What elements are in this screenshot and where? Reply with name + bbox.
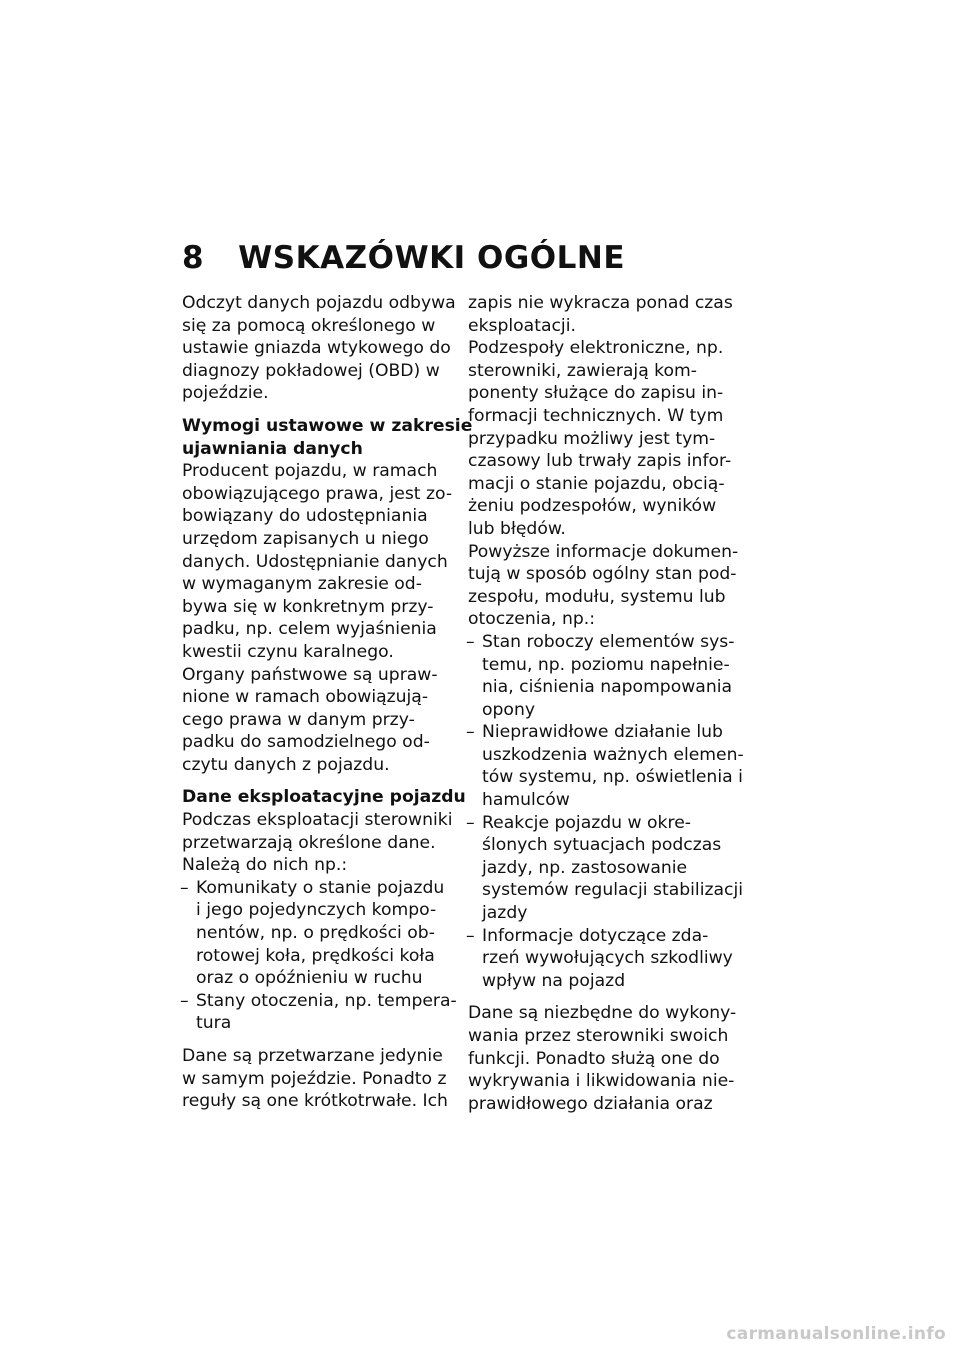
paragraph-gap [182,405,454,415]
text-line: Należą do nich np.: [182,855,348,876]
list-dash: – [466,631,475,652]
list-item-continuation: opony [482,699,536,720]
text-line: padku do samodzielnego od- [182,732,430,753]
text-line: wania przez sterowniki swoich [468,1026,729,1046]
text-line: Dane są przetwarzane jedynie [182,1046,443,1066]
text-line: eksploatacji. [468,315,576,336]
list-item-continuation: i jego pojedynczych kompo- [196,900,437,921]
list-item-continuation: ślonych sytuacjach podczas [482,835,722,856]
text-line: żeniu podzespołów, wyników [468,496,717,517]
list-item [468,631,740,654]
list-item [468,812,740,835]
list-item-continuation: tura [196,1013,232,1034]
text-line: obowiązującego prawa, jest zo- [182,483,453,504]
text-line: Odczyt danych pojazdu odbywa [182,293,456,313]
section-title: WSKAZÓWKI OGÓLNE [238,240,626,276]
text-line: prawidłowego działania oraz [468,1093,713,1114]
list-item-text: Informacje dotyczące zda- [482,925,709,946]
text-line: Podzespoły elektroniczne, np. [468,338,724,359]
text-line: wykrywania i likwidowania nie- [468,1071,735,1092]
text-line: reguły są one krótkotrwałe. Ich [182,1091,448,1112]
text-line: otoczenia, np.: [468,609,596,630]
list-item-text: Nieprawidłowe działanie lub [482,722,723,743]
right-column [466,292,744,1115]
list-item-continuation: temu, np. poziomu napełnie- [482,654,730,675]
list-dash: – [466,925,475,946]
text-line: ponenty służące do zapisu in- [468,383,724,404]
text-line: kwestii czynu karalnego. [182,641,394,662]
paragraph-gap [468,992,740,1002]
text-line: Dane są niezbędne do wykony- [468,1003,737,1024]
list-item-continuation: nia, ciśnienia napompowania [482,677,733,698]
list-item-continuation: hamulców [482,790,570,811]
list-item [182,877,454,900]
text-line: cego prawa w danym przy- [182,709,415,730]
list-item-continuation: rotowej koła, prędkości koła [196,945,435,966]
watermark: carmanualsonline.info [726,1324,946,1344]
text-line: czytu danych z pojazdu. [182,754,390,775]
list-dash: – [466,722,475,743]
text-line: diagnozy pokładowej (OBD) w [182,360,440,381]
list-item-continuation: wpływ na pojazd [482,970,626,991]
text-line: Organy państwowe są upraw- [182,664,438,685]
list-item-continuation: systemów regulacji stabilizacji [482,880,744,901]
text-line: Powyższe informacje dokumen- [468,541,739,562]
left-column [180,292,473,1113]
text-line: pojeździe. [182,383,269,404]
list-item-text: Reakcje pojazdu w okre- [482,812,691,833]
text-line: przetwarzają określone dane. [182,832,436,853]
list-item-continuation: jazdy [482,903,528,924]
paragraph-gap [182,1035,454,1045]
text-line: funkcji. Ponadto służą one do [468,1048,720,1069]
text-line: zapis nie wykracza ponad czas [468,293,733,313]
list-item-continuation: nentów, np. o prędkości ob- [196,923,435,944]
subheading-line: Dane eksploatacyjne pojazdu [182,787,466,808]
text-line: się za pomocą określonego w [182,315,436,336]
text-line: sterowniki, zawierają kom- [468,360,697,381]
text-line: bowiązany do udostępniania [182,506,428,527]
text-line: danych. Udostępnianie danych [182,551,448,572]
list-item [468,925,740,948]
text-line: nione w ramach obowiązują- [182,687,429,708]
text-line: formacji technicznych. W tym [468,405,724,426]
list-dash: – [466,812,475,833]
list-dash: – [180,877,189,898]
subheading-line: ujawniania danych [182,438,363,459]
section-heading [182,240,625,276]
list-item-text: Komunikaty o stanie pojazdu [196,877,445,898]
list-item [468,721,740,744]
text-line: zespołu, modułu, systemu lub [468,586,726,607]
list-item-continuation: jazdy, np. zastosowanie [482,857,688,878]
text-line: Podczas eksploatacji sterowniki [182,810,453,831]
section-number: 8 [182,240,205,276]
text-line: w wymaganym zakresie od- [182,574,422,595]
text-line: czasowy lub trwały zapis infor- [468,451,732,472]
list-item-continuation: uszkodzenia ważnych elemen- [482,744,744,765]
text-line: ustawie gniazda wtykowego do [182,338,451,359]
text-line: przypadku możliwy jest tym- [468,428,716,449]
list-item-text: Stan roboczy elementów sys- [482,631,735,652]
paragraph-gap [182,776,454,786]
text-line: Producent pojazdu, w ramach [182,461,438,482]
text-line: urzędom zapisanych u niego [182,528,429,549]
list-item [180,990,457,1013]
text-line: tują w sposób ogólny stan pod- [468,564,737,585]
text-line: w samym pojeździe. Ponadto z [182,1068,447,1089]
list-dash: – [180,990,189,1011]
subheading-line: Wymogi ustawowe w zakresie [182,415,473,436]
list-item-continuation: rzeń wywołujących szkodliwy [482,948,733,969]
text-line: padku, np. celem wyjaśnienia [182,619,437,640]
text-line: bywa się w konkretnym przy- [182,596,434,617]
list-item-continuation: oraz o opóźnieniu w ruchu [196,968,423,989]
list-item-continuation: tów systemu, np. oświetlenia i [482,767,743,788]
list-item-text: Stany otoczenia, np. tempera- [196,990,457,1011]
text-line: lub błędów. [468,518,566,539]
text-line: macji o stanie pojazdu, obcią- [468,473,725,494]
